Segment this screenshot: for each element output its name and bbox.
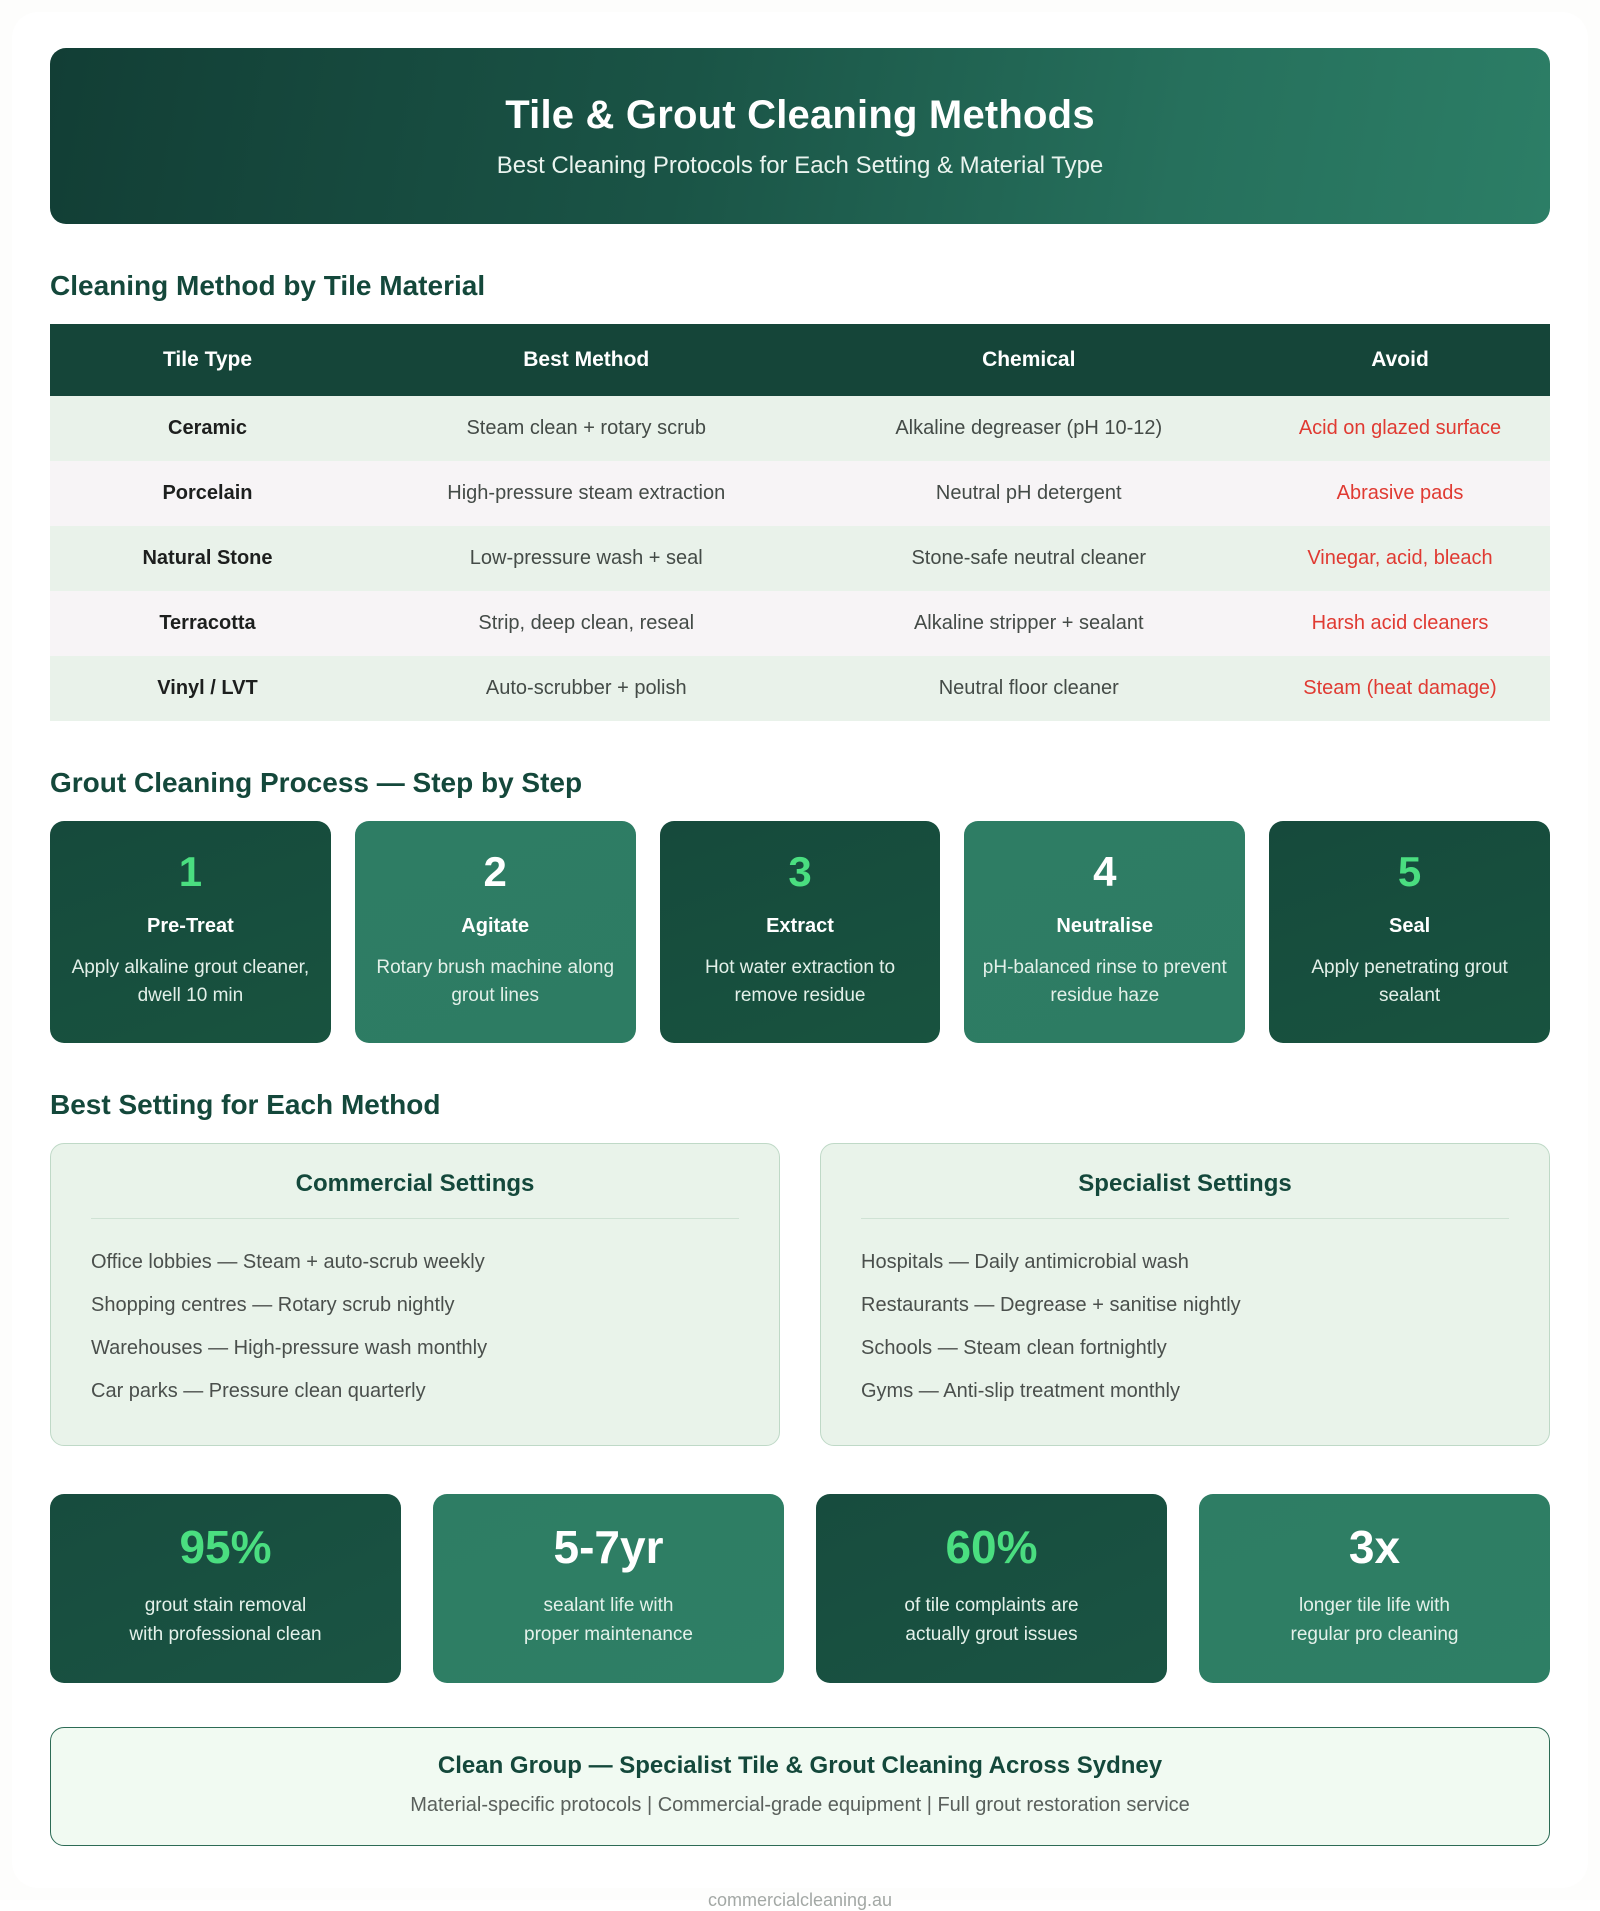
- table-row: [50, 526, 1550, 591]
- list-item: Schools — Steam clean fortnightly: [861, 1337, 1167, 1360]
- cell-avoid: Harsh acid cleaners: [1311, 612, 1489, 634]
- list-item: Warehouses — High-pressure wash monthly: [91, 1337, 488, 1360]
- step-description: Hot water extraction to remove residue: [704, 957, 896, 1006]
- cell-avoid: Vinegar, acid, bleach: [1307, 547, 1493, 569]
- cell-avoid: Acid on glazed surface: [1298, 417, 1502, 439]
- step-name: Neutralise: [1056, 915, 1154, 937]
- step-number: 3: [788, 848, 812, 895]
- cell-avoid: Steam (heat damage): [1303, 677, 1497, 699]
- stat-card-sealant-life: [433, 1494, 784, 1683]
- cell-chemical: Alkaline stripper + sealant: [913, 612, 1144, 634]
- table-row: [50, 396, 1550, 461]
- cell-chemical: Alkaline degreaser (pH 10-12): [895, 417, 1163, 439]
- step-number: 2: [483, 848, 507, 895]
- stat-label-line1: longer tile life with: [1298, 1595, 1451, 1617]
- stat-label-line1: sealant life with: [543, 1595, 674, 1617]
- cell-chemical: Neutral floor cleaner: [938, 677, 1119, 699]
- stat-card-tile-complaints: [816, 1494, 1167, 1683]
- hero-banner: [50, 48, 1550, 224]
- panel-list: [91, 1241, 739, 1413]
- infographic-card: [12, 12, 1588, 1911]
- cell-tile-type: Porcelain: [162, 482, 253, 504]
- stat-value: 5-7yr: [553, 1521, 664, 1574]
- banner-subtitle: Material-specific protocols | Commercial-grade equipment | Full grout restoration service: [410, 1794, 1190, 1817]
- page-title: Tile & Grout Cleaning Methods: [505, 92, 1095, 137]
- cell-tile-type: Natural Stone: [142, 547, 273, 569]
- process-step-3: [660, 821, 941, 1043]
- step-number: 5: [1397, 848, 1422, 895]
- stat-label-line1: grout stain removal: [144, 1595, 307, 1617]
- footer-banner: [50, 1727, 1550, 1846]
- list-item: Car parks — Pressure clean quarterly: [91, 1380, 426, 1403]
- panel-list: [861, 1241, 1509, 1413]
- step-name: Agitate: [461, 915, 530, 937]
- stat-label-line2: with professional clean: [129, 1623, 322, 1645]
- cell-tile-type: Terracotta: [159, 612, 256, 634]
- section-title-materials: Cleaning Method by Tile Material: [50, 270, 486, 301]
- banner-title: Clean Group — Specialist Tile & Grout Cleaning Across Sydney: [437, 1752, 1163, 1780]
- step-description: Rotary brush machine along grout lines: [376, 957, 615, 1006]
- step-description: Apply alkaline grout cleaner, dwell 10 min: [71, 957, 310, 1006]
- stat-card-grout-stain-removal: [50, 1494, 401, 1683]
- cell-chemical: Stone-safe neutral cleaner: [911, 547, 1147, 569]
- stat-cards: [50, 1494, 1550, 1683]
- cell-best-method: High-pressure steam extraction: [447, 482, 726, 504]
- table-row: [50, 656, 1550, 721]
- process-steps: [50, 821, 1550, 1043]
- step-number: 4: [1093, 848, 1117, 895]
- step-description: Apply penetrating grout sealant: [1311, 957, 1508, 1006]
- step-name: Extract: [766, 915, 834, 937]
- table-row: [50, 461, 1550, 526]
- cell-tile-type: Vinyl / LVT: [157, 677, 258, 699]
- stat-card-longer-tile-life: [1199, 1494, 1550, 1683]
- cell-best-method: Low-pressure wash + seal: [469, 547, 703, 569]
- page-subtitle: Best Cleaning Protocols for Each Setting & Material Type: [496, 151, 1104, 179]
- stat-label-line1: of tile complaints are: [904, 1595, 1079, 1617]
- list-item: Shopping centres — Rotary scrub nightly: [91, 1294, 455, 1317]
- table-header-row: [50, 324, 1550, 396]
- section-title-settings: Best Setting for Each Method: [50, 1089, 441, 1121]
- step-name: Pre-Treat: [147, 915, 234, 937]
- panel-commercial-settings: [50, 1143, 780, 1446]
- cell-best-method: Auto-scrubber + polish: [485, 677, 687, 699]
- website-url: commercialcleaning.au: [707, 1890, 893, 1911]
- stat-label-line2: regular pro cleaning: [1290, 1623, 1459, 1645]
- process-step-4: [964, 821, 1245, 1043]
- cell-best-method: Strip, deep clean, reseal: [478, 612, 695, 634]
- panel-title: Specialist Settings: [861, 1170, 1509, 1219]
- list-item: Hospitals — Daily antimicrobial wash: [861, 1251, 1189, 1274]
- stat-label: [447, 1592, 770, 1649]
- stat-label: [830, 1592, 1153, 1649]
- section-title-process: Grout Cleaning Process — Step by Step: [50, 767, 583, 798]
- list-item: Office lobbies — Steam + auto-scrub weekly: [91, 1251, 485, 1274]
- column-header-chemical: Chemical: [808, 324, 1251, 396]
- cell-tile-type: Ceramic: [168, 417, 247, 439]
- panel-title: Commercial Settings: [91, 1170, 739, 1219]
- process-step-2: [355, 821, 636, 1043]
- stat-label: [64, 1592, 387, 1649]
- table-row: [50, 591, 1550, 656]
- list-item: Gyms — Anti-slip treatment monthly: [861, 1380, 1180, 1403]
- stat-value: 95%: [179, 1521, 272, 1574]
- stat-label: [1213, 1592, 1536, 1649]
- cell-chemical: Neutral pH detergent: [935, 482, 1122, 504]
- process-step-5: [1269, 821, 1550, 1043]
- stat-value: 60%: [945, 1521, 1038, 1574]
- tile-material-table: [50, 324, 1550, 721]
- cell-avoid: Abrasive pads: [1336, 482, 1464, 504]
- column-header-avoid: Avoid: [1250, 324, 1550, 396]
- stat-label-line2: proper maintenance: [524, 1623, 693, 1645]
- stat-value: 3x: [1348, 1521, 1401, 1574]
- step-description: pH-balanced rinse to prevent residue haze: [982, 957, 1227, 1006]
- process-step-1: [50, 821, 331, 1043]
- column-header-best-method: Best Method: [365, 324, 808, 396]
- settings-panels: [50, 1143, 1550, 1446]
- step-name: Seal: [1389, 915, 1431, 937]
- cell-best-method: Steam clean + rotary scrub: [466, 417, 707, 439]
- list-item: Restaurants — Degrease + sanitise nightly: [861, 1294, 1241, 1317]
- column-header-tile-type: Tile Type: [50, 324, 365, 396]
- step-number: 1: [178, 848, 203, 895]
- panel-specialist-settings: [820, 1143, 1550, 1446]
- stat-label-line2: actually grout issues: [905, 1623, 1078, 1645]
